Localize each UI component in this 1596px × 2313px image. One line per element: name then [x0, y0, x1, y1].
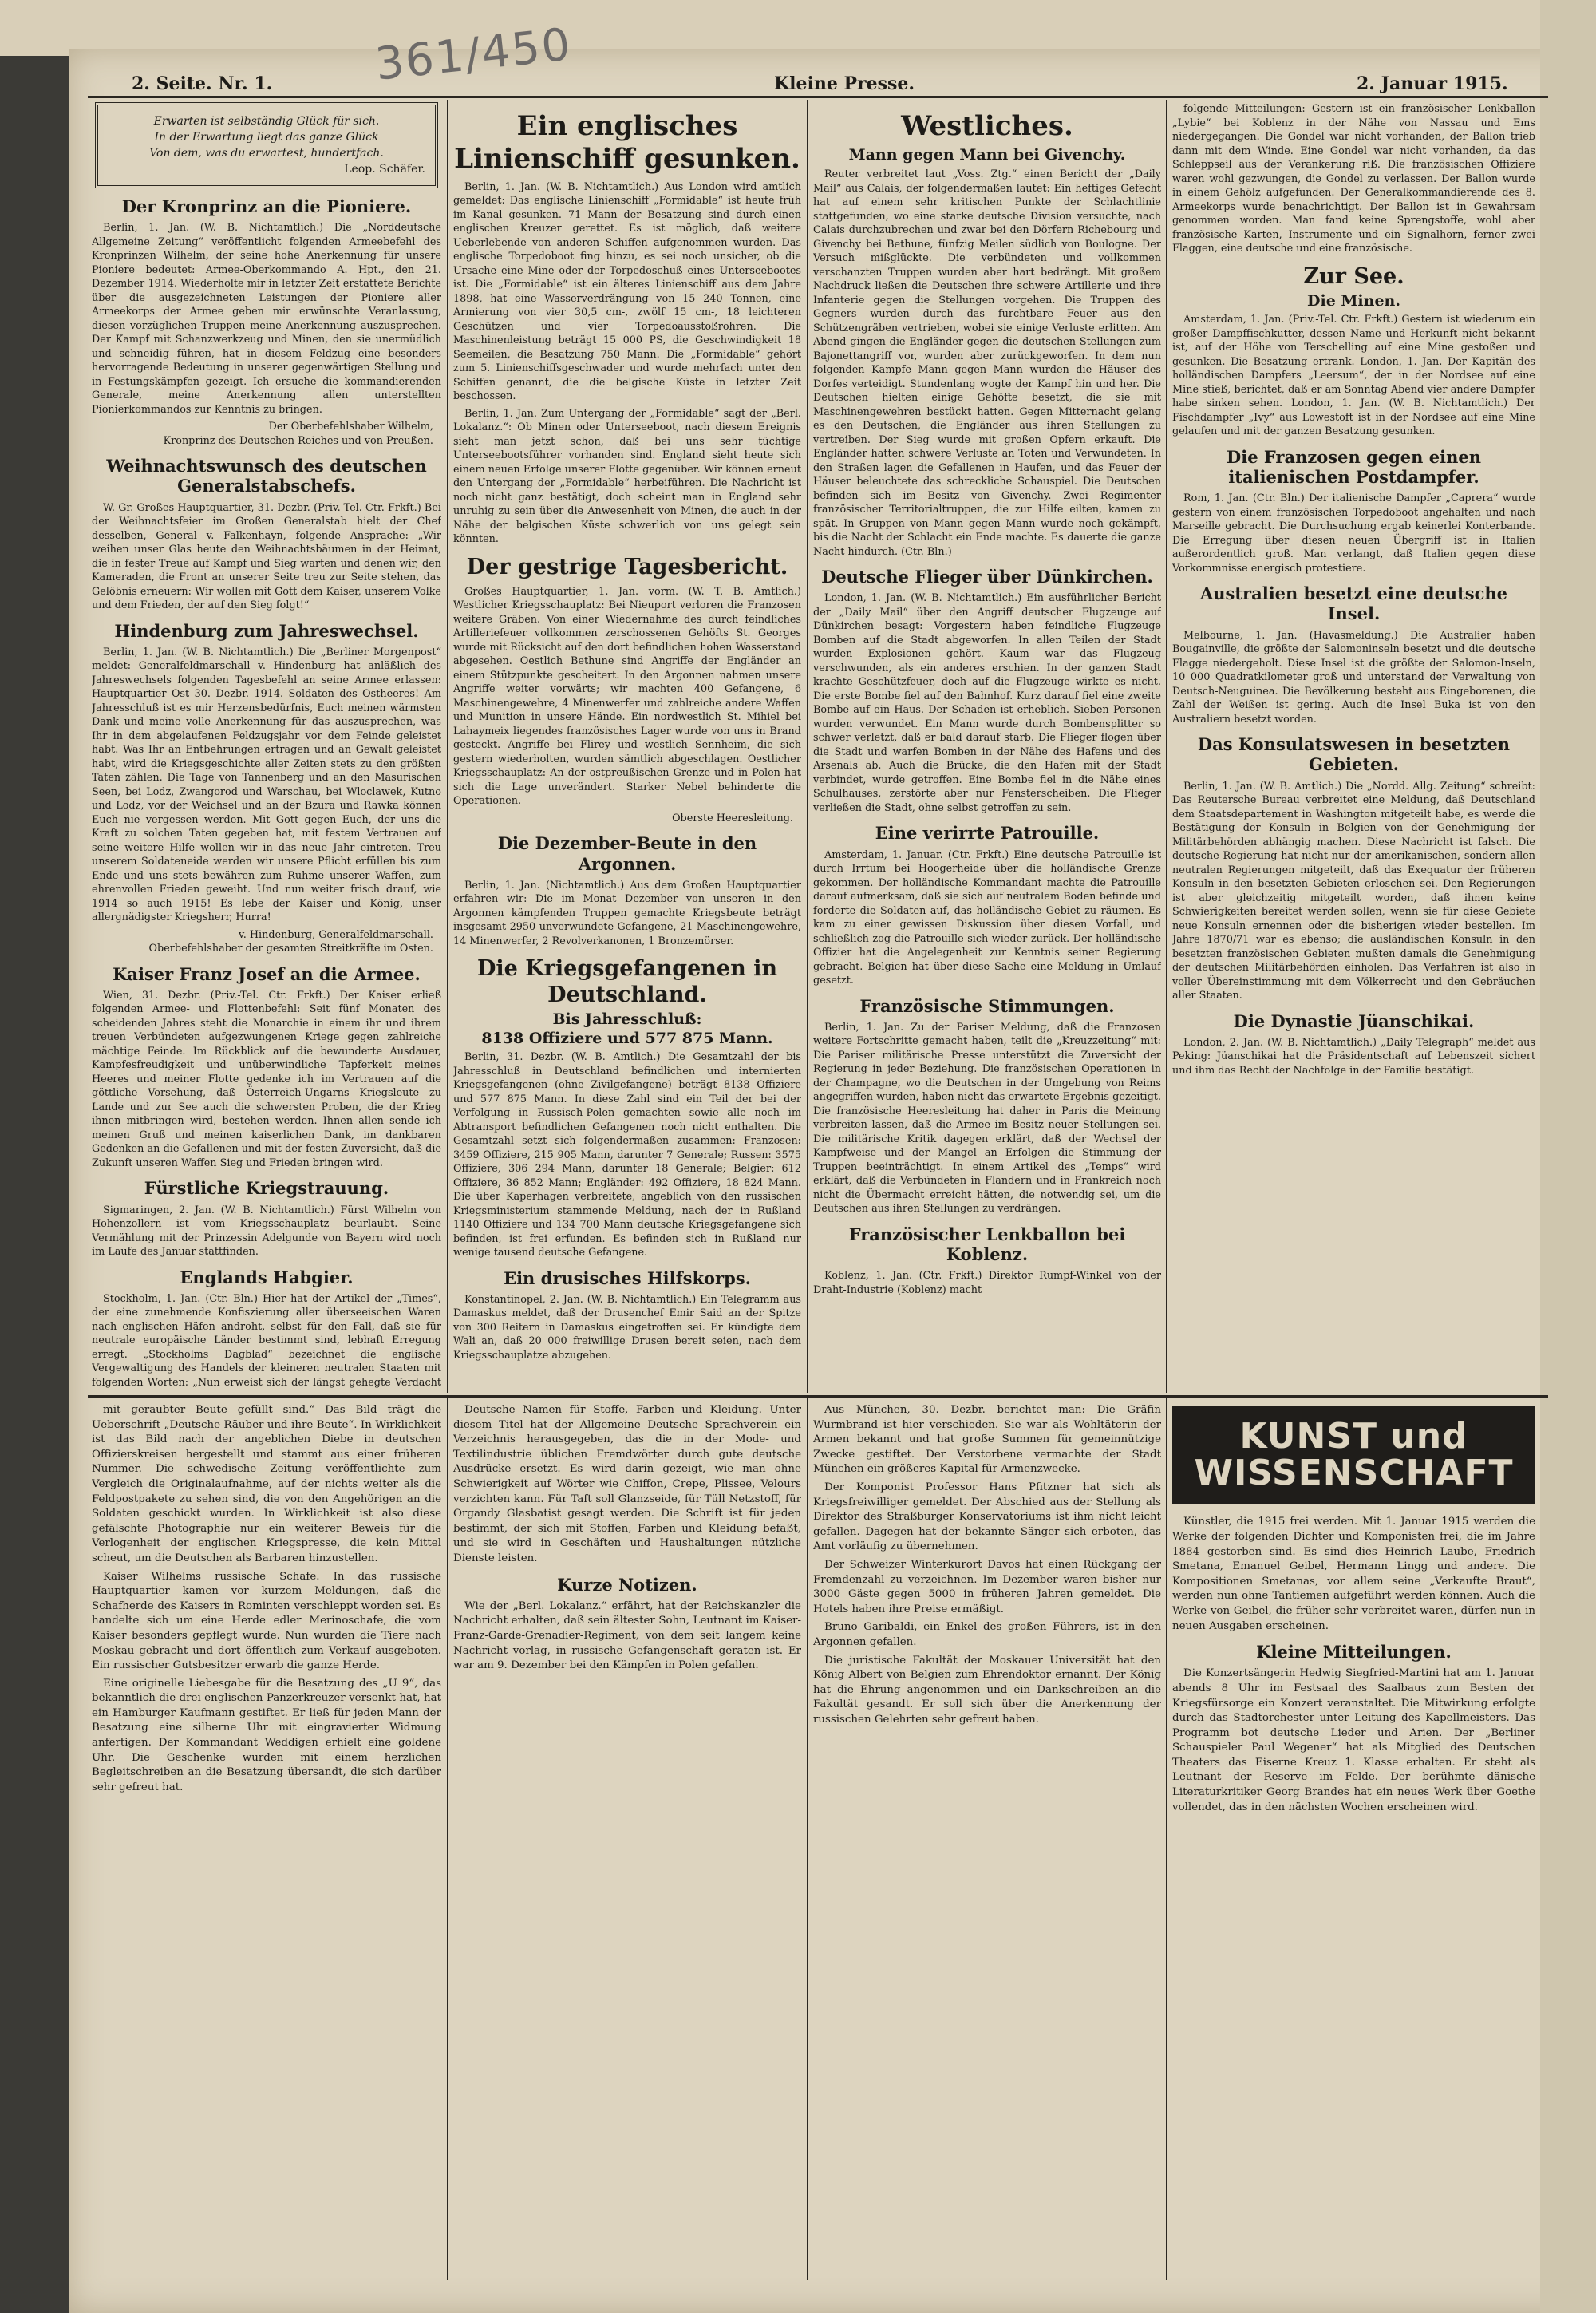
lower-column-1 — [92, 1403, 441, 2277]
lower-column-3 — [813, 1403, 1161, 2277]
article-body: Berlin, 1. Jan. (Nichtamtlich.) Aus dem Großen Hauptquartier erfahren wir: Die im Monat Dezember von unseren in den Argonnen kämpfenden Truppen gemachte Kriegsbeute beträgt insgesamt 2950 unverwundete Gefangene, 21 Maschinengewehre, 14 Minenwerfer, 2 Revolverkanonen, 1 Bronzemörser. — [453, 879, 801, 947]
article-body: Eine originelle Liebesgabe für die Besatzung des „U 9“, das bekanntlich die drei englischen Panzerkreuzer versenkt hat, hat ein Hamburger Kaufmann gestiftet. Er ließ für jeden Mann der Besatzung eine silberne Uhr mit eingravierter Widmung anfertigen. Der Kommandant Weddigen erhielt eine goldene Uhr. Die Geschenke wurden mit einem herzlichen Begleitschreiben an die Besatzung übersandt, die sich darüber sehr gefreut hat. — [92, 1677, 441, 1793]
article-body: folgende Mitteilungen: Gestern ist ein französischer Lenkballon „Lybie“ bei Koblenz in der Nähe von Nassau und Ems niedergegangen. Die Gondel war nicht vorhanden, der Ballon trieb dann mit dem Winde. Eine Gondel war nicht vorhanden, da das Schleppseil aus der Verankerung riß. Die französischen Offiziere waren wohl gezwungen, die Gondel zu verlassen. Der Ballon wurde in einem Gehölz aufgefunden. Der Generalkommandierende des 8. Armeekorps wurde benachrichtigt. Der Ballon ist in Gewahrsam genommen worden. Man fand keine Sprengstoffe, wohl aber französische Karten, Instrumente und ein Signalhorn, ferner zwei Flaggen, eine deutsche und eine französische. — [1172, 103, 1535, 255]
signature: Der Oberbefehlshaber Wilhelm, — [268, 421, 433, 433]
article-body: Aus München, 30. Dezbr. berichtet man: Die Gräfin Wurmbrand ist hier verschieden. Sie war als Wohltäterin der Armen bekannt und hat große Summen für gemeinnützige Zwecke gestiftet. Der Verstorbene vermachte der Stadt München ein größeres Kapital für Armenzwecke. — [813, 1404, 1161, 1476]
article-body: Berlin, 1. Jan. Zum Untergang der „Formidable“ sagt der „Berl. Lokalanz.“: Ob Minen oder Unterseeboot, nach diesem Ereignis sieht man jetzt schon, daß bei uns sehr tüchtige Unterseebootsführer vorhanden sind. England sieht heute sich einem neuen Erfolge unserer Flotte gegenüber. Wir können erneut den Untergang der „Formidable“ herbeiführen. Die Nachricht ist noch nicht ganz bestätigt, doch scheint man in England sehr unruhig zu sein über die Anwesenheit von Minen, die auch in der Nähe der belgischen Küste schwerlich von uns gelegt sein könnten. — [453, 407, 801, 546]
article-title: Fürstliche Kriegstrauung. — [144, 1178, 389, 1199]
article-title: Der gestrige Tagesbericht. — [466, 554, 788, 579]
article-body: Kaiser Wilhelms russische Schafe. In das russische Hauptquartier kamen vor kurzem Meldungen, daß die Schafherde des Kaisers in Rominten verschleppt worden sei. Es handelte sich um eine Herde edler Merinoschafe, die vom Kaiser besonders gepflegt wurde. Nun wurden die Tiere nach Moskau gebracht und dort öffentlich zum Verkauf ausgeboten. Ein russischer Gutsbesitzer erwarb die ganze Herde. — [92, 1570, 441, 1672]
article-body: Bruno Garibaldi, ein Enkel des großen Führers, ist in den Argonnen gefallen. — [813, 1621, 1161, 1648]
article-body: Konstantinopel, 2. Jan. (W. B. Nichtamtlich.) Ein Telegramm aus Damaskus meldet, daß der Drusenchef Emir Said an der Spitze von 300 Reitern in Damaskus eingetroffen sei. Er kündigte dem Wali an, daß 20 000 freiwillige Drusen bereit seien, nach dem Kriegsschauplatze abzugehen. — [453, 1293, 801, 1362]
lower-column-4 — [1172, 1403, 1535, 2277]
article-body: Deutsche Namen für Stoffe, Farben und Kleidung. Unter diesem Titel hat der Allgemeine Deutsche Sprachverein ein Verzeichnis herausgegeben, das die in der Mode- und Textilindustrie üblichen Fremdwörter durch gute deutsche Ausdrücke ersetzt. Es wird darin gezeigt, wie man ohne Schwierigkeit auf Wörter wie Chiffon, Crepe, Plissee, Velours verzichten kann. Für Taft soll Glanzseide, für Tüll Netzstoff, für Organdy Glasbatist gesagt werden. Die Schrift ist für jeden bestimmt, der sich mit Stoffen, Farben und Kleidung befaßt, und sie wird in Geschäften und Haushaltungen nützliche Dienste leisten. — [453, 1404, 801, 1564]
article-body: Berlin, 1. Jan. Zu der Pariser Meldung, daß die Franzosen weitere Fortschritte gemacht haben, teilt die „Kreuzzeitung“ mit: Die Pariser militärische Presse unterstützt die Zuversicht der Regierung in jeder Beziehung. Die französischen Operationen in der Champagne, wo die Deutschen in der Umgebung von Reims angegriffen wurden, haben nicht das erwartete Ergebnis gezeitigt. Die französische Heeresleitung hat daher in Paris die Meinung verbreiten lassen, daß die Armee im Besitz neuer Stellungen sei. Die militärische Kritik dagegen erklärt, daß der Wechsel der Kampfweise und der Mangel an Erfolgen die Stimmung der Truppen beeinträchtigt. In einem Artikel des „Temps“ wird erklärt, daß die Verbündeten in Flandern und in Frankreich noch nicht die Übermacht erreicht hätten, die notwendig sei, um die Deutschen aus ihren Stellungen zu verdrängen. — [813, 1021, 1161, 1216]
article-body: Der Schweizer Winterkurort Davos hat einen Rückgang der Fremdenzahl zu verzeichnen. Im Dezember waren bisher nur 3000 Gäste gegen 5000 in früheren Jahren gemeldet. Die Hotels haben ihre Preise ermäßigt. — [813, 1558, 1161, 1615]
article-subtitle: Mann gegen Mann bei Givenchy. — [848, 145, 1126, 164]
article-body: mit geraubter Beute gefüllt sind.“ Das Bild trägt die Ueberschrift „Deutsche Räuber und ihre Beute“. In Wirklichkeit ist das Bild nach der angeblichen Diebe in deutschen Offizierskreisen hergestellt und stammt aus einer früheren Nummer. Die schwedische Zeitung veröffentlichte zum Vergleich die Originalaufnahme, auf der nichts weiter als die Feldpostpakete zu sehen sind, die von den Angehörigen an die Soldaten geschickt wurden. In Wirklichkeit ist also diese gefälschte Photographie nur ein weiterer Beweis für die Verlogenheit der englischen Kriegspresse, die kein Mittel scheut, um die Deutschen als Barbaren hinzustellen. — [92, 1404, 441, 1564]
page-top-edge — [0, 0, 1596, 56]
article-body: Berlin, 1. Jan. (W. B. Nichtamtlich.) Die „Berliner Morgenpost“ meldet: Generalfeldmarschall v. Hindenburg hat anläßlich des Jahreswechsels folgenden Tagesbefehl an seine Armee erlassen: Hauptquartier Ost 30. Dezbr. 1914. Soldaten des Ostheeres! Am Jahresschluß ist es mir Herzensbedürfnis, Euch meinen wärmsten Dank und meine volle Anerkennung für das auszusprechen, was Ihr in dem abgelaufenen Feldzugsjahr vor dem Feinde geleistet habt. Was Ihr an Entbehrungen ertragen und an Gewalt geleistet habt, wird die Kriegsgeschichte aller Zeiten stets zu den größten Taten zählen. Die Tage von Tannenberg und an den Masurischen Seen, bei Lodz, Zwangorod und Warschau, bei Wloclawek, Kutno und Lodz, vor der Weichsel und an der Bzura und Rawka können Euch nie vergessen werden. Mit Gott gegen Euch, der uns die Kraft zu solchen Taten gegeben hat, mit festem Vertrauen auf seine weitere Hilfe wollen wir in das neue Jahr eintreten. Treu unserem Soldateneide werden wir unsere Pflicht erfüllen bis zum Ende und uns stets bewähren zum Ruhme unserer Waffen, zum ehrenvollen Frieden geweiht. Und nun weiter frisch drauf, wie 1914 so auch 1915! Es lebe der Kaiser und König, unser allergnädigster Kriegsherr, Hurra! — [92, 646, 441, 924]
column-1 — [92, 102, 441, 1391]
column-rule — [447, 1398, 448, 2280]
signature: Oberste Heeresleitung. — [672, 812, 793, 824]
article-body: Großes Hauptquartier, 1. Jan. vorm. (W. T. B. Amtlich.) Westlicher Kriegsschauplatz: Bei Nieuport verloren die Franzosen weitere Gräben. Von einer Wiedernahme des durch feindliches Artilleriefeuer vollkommen zerschossenen Gehöfts St. Georges wurde mit Rücksicht auf den dort befindlichen hohen Wasserstand abgesehen. Oestlich Bethune sind Angriffe der Engländer an einem Stützpunkte gescheitert. In den Argonnen nahmen unsere Angriffe weiter vorwärts; wir machten 400 Gefangene, 6 Maschinengewehre, 4 Minenwerfer und zahlreiche andere Waffen und Munition in unsere Hände. Ein nordwestlich St. Mihiel bei Lahaymeix liegendes französisches Lager wurde von uns in Brand gesteckt. Angriffe bei Flirey und westlich Sennheim, die sich gestern wiederholten, wurden sämtlich abgeschlagen. Oestlicher Kriegsschauplatz: An der ostpreußischen Grenze und in Polen hat sich die Lage unverändert. Starker Nebel behinderte die Operationen. — [453, 585, 801, 808]
article-title: Westliches. — [901, 110, 1073, 142]
article-body: W. Gr. Großes Hauptquartier, 31. Dezbr. (Priv.-Tel. Ctr. Frkft.) Bei der Weihnachtsfeier im Großen Generalstab hielt der Chef desselben, General v. Falkenhayn, folgende Ansprache: „Wir weihen unser Glas heute den Weihnachtsbäumen in der Heimat, die in fester Treue auf Kampf und Sieg warten und denen wir, den Kameraden, die Front an unserer Seite treu zur Seite stehen, das Gelöbnis erneuern: Wir wollen mit Gott dem Kaiser, unserem Volke und dem Frieden, der auf den Sieg folgt!“ — [92, 501, 441, 612]
article-title: Französische Stimmungen. — [859, 995, 1115, 1016]
article-title: Französischer Lenkballon bei Koblenz. — [848, 1224, 1126, 1264]
article-body: Koblenz, 1. Jan. (Ctr. Frkft.) Direktor Rumpf-Winkel von der Draht-Industrie (Koblenz) macht — [813, 1270, 1161, 1296]
signature: Oberbefehlshaber der gesamten Streitkräfte im Osten. — [148, 943, 433, 955]
article-body: Amsterdam, 1. Januar. (Ctr. Frkft.) Eine deutsche Patrouille ist durch Irrtum bei Hoogerheide über die holländische Grenze gekommen. Der holländische Kommandant machte die Patrouille darauf aufmerksam, daß sie sich auf neutralem Boden befinde und forderte die Soldaten auf, das holländische Gebiet zu räumen. Es kam zu einer gewissen Diskussion über diesen Vorfall, und schließlich zog die Patrouille sich wieder zurück. Der holländische Offizier hat die Angelegenheit zur Kenntnis seiner Regierung gebracht. Belgien hat über diese Sache eine Meldung in Umlauf gesetzt. — [813, 848, 1161, 987]
article-body: Wie der „Berl. Lokalanz.“ erfährt, hat der Reichskanzler die Nachricht erhalten, daß sein ältester Sohn, Leutnant im Kaiser-Franz-Garde-Grenadier-Regiment, von dem seit langem keine Nachricht vorlag, in russische Gefangenschaft geraten ist. Er war am 9. Dezember bei den Kämpfen in Polen gefallen. — [453, 1599, 801, 1672]
article-title: Deutsche Flieger über Dünkirchen. — [821, 567, 1153, 587]
article-title: Australien besetzt eine deutsche Insel. — [1199, 583, 1508, 624]
article-body: Reuter verbreitet laut „Voss. Ztg.“ einen Bericht der „Daily Mail“ aus Calais, der folgendermaßen lautet: Ein heftiges Gefecht hat auf einem sehr kritischen Punkte der Schlachtlinie stattgefunden, wo eine starke deutsche Division versuchte, nach Calais durchzubrechen und zwar bei den Dörfern Richebourg und Givenchy bei Bethune, fünfzig Meilen südlich von Boulogne. Der Versuch mißglückte. Die verbündeten und vollkommen verschanzten Truppen wurden aber hart bedrängt. Mit großem Nachdruck ließen die Deutschen ihre schwere Artillerie und ihre Infanterie gegen die Stellungen vorgehen. Die Truppen des Gegners wurden durch das furchtbare Feuer aus den Schützengräben vertrieben, wobei sie einige Verluste erlitten. Am Abend gingen die Engländer gegen die deutschen Stellungen zum Bajonettangriff vor, wurden aber zurückgeworfen. In dem nun folgenden Kampfe Mann gegen Mann wurden die Häuser des Dorfes verteidigt. Stundenlang wogte der Kampf hin und her. Die Deutschen hielten einige Gehöfte besetzt, die sie mit Maschinengewehren bestückt hatten. Gegen Mitternacht gelang es den Deutschen, die Engländer aus ihren Stellungen zu vertreiben. Der Sieg wurde mit großen Opfern erkauft. Die Engländer hatten schwere Verluste an Toten und Verwundeten. In den Straßen lagen die Gefallenen in Haufen, und das Feuer der Häuser beleuchtete das schreckliche Schauspiel. Die Deutschen befinden sich im Besitz von Givenchy. Zwei Regimenter französischer Territorialtruppen, die zur Hilfe eilten, kamen zu spät. In Gruppen von Mann gegen Mann wurde noch gekämpft, bis die Nacht der Schlacht ein Ende machte. Es dauerte die ganze Nacht hindurch. (Ctr. Bln.) — [813, 168, 1161, 558]
article-body: Sigmaringen, 2. Jan. (W. B. Nichtamtlich.) Fürst Wilhelm von Hohenzollern ist vom Kriegsschauplatz beurlaubt. Seine Vermählung mit der Prinzessin Adelgunde von Bayern wird noch im Laufe des Januar stattfinden. — [92, 1204, 441, 1259]
article-subtitle: Die Minen. — [1307, 291, 1400, 310]
article-title: Eine verirrte Patrouille. — [875, 823, 1100, 844]
article-title: Ein drusisches Hilfskorps. — [504, 1267, 751, 1288]
signature: v. Hindenburg, Generalfeldmarschall. — [238, 928, 433, 941]
article-title: Die Franzosen gegen einen italienischen Postdampfer. — [1227, 446, 1481, 488]
article-body: Künstler, die 1915 frei werden. Mit 1. Januar 1915 werden die Werke der folgenden Dichter und Komponisten frei, die im Jahre 1884 gestorben sind. Es sind dies Heinrich Laube, Friedrich Smetana, Emanuel Geibel, Hermann Lingg und andere. Die Kompositionen Smetanas, vor allem seine „Verkaufte Braut“, werden nun ohne Tantiemen aufgeführt werden können. Auch die Werke von Geibel, die früher sehr verbreitet waren, dürfen nun in neuen Ausgaben erscheinen. — [1172, 1516, 1535, 1632]
article-title: Weihnachtswunsch des deutschen Generalstabschefs. — [106, 456, 427, 496]
column-4 — [1172, 102, 1535, 1391]
article-body: Berlin, 1. Jan. (W. B. Amtlich.) Die „Nordd. Allg. Zeitung“ schreibt: Das Reutersche Bureau verbreitet eine Meldung, daß Deutschland dem Staatsdepartement in Washington mitgeteilt habe, es werde die Bestätigung der Konsuln in Belgien von der Genehmigung der Militärbehörden abhängig machen. Diese Nachricht ist falsch. Die deutsche Regierung hat nicht nur der amerikanischen, sondern allen neutralen Regierungen mitgeteilt, daß das Exequatur der früheren Konsuln in den besetzten Gebieten erloschen sei. Den Regierungen ist aber gleichzeitig mitgeteilt worden, daß ihnen keine Schwierigkeiten bereitet werden sollen, wenn sie für diese Gebiete neue Konsuln ernennen oder die bisherigen wieder bestellen. Im Jahre 1870/71 war es ebenso; die ausländischen Konsuln in den besetzten französischen Gebieten mußten damals die Genehmigung der deutschen Militärbehörden einholen. Das Verfahren ist also in voller Übereinstimmung mit dem Völkerrecht und den Gebräuchen aller Staaten. — [1172, 780, 1535, 1002]
kunst-wissenschaft-banner: KUNST und WISSENSCHAFT — [1172, 1406, 1535, 1504]
signature: Kronprinz des Deutschen Reiches und von Preußen. — [163, 434, 433, 447]
article-title: Kaiser Franz Josef an die Armee. — [113, 963, 421, 984]
header-rule — [88, 96, 1548, 98]
article-title: Die Kriegsgefangenen in Deutschland. — [476, 956, 778, 1007]
article-title: Der Kronprinz an die Pioniere. — [121, 196, 412, 216]
column-2 — [453, 102, 801, 1391]
article-body: Melbourne, 1. Jan. (Havasmeldung.) Die Australier haben Bougainville, die größte der Salomoninseln besetzt und die deutsche Flagge niedergeholt. Diese Insel ist die größte der Salomon-Inseln, 10 000 Quadratkilometer groß und unterstand der Verwaltung von Deutsch-Neuguinea. Die Bevölkerung besteht aus Eingeborenen, die Zahl der Weißen ist gering. Auch die Insel Buka ist von den Australiern besetzt worden. — [1172, 629, 1535, 726]
article-title: Ein englisches Linienschiff gesunken. — [454, 110, 800, 175]
article-subtitle: Bis Jahresschluß: — [552, 1010, 702, 1029]
page-number: 2. Seite. Nr. 1. — [132, 73, 273, 94]
column-3 — [813, 102, 1161, 1391]
article-body: Berlin, 1. Jan. (W. B. Nichtamtlich.) Die „Norddeutsche Allgemeine Zeitung“ veröffentlicht folgenden Armeebefehl des Kronprinzen Wilhelm, der seine hohe Anerkennung für unsere Pioniere bedeutet: Armee-Oberkommando A. Hpt., den 21. Dezember 1914. Wiederholte mir in letzter Zeit erstattete Berichte über die ausgezeichneten Leistungen der Pioniere aller Armeekorps der Armee geben mir erwünschte Veranlassung, diesen vorzüglichen Truppen meine Anerkennung auszusprechen. Der Kampf mit Schanzwerkzeug und Minen, den sie unermüdlich und schneidig führen, hat in diesem Feldzug eine besonders hervorragende Bedeutung in unserer gegenwärtigen Stellung und in Festungskämpfen gezeigt. Ich ersuche die kommandierenden Generale, meine Anerkennung allen unterstellten Pionierkommandos zur Kenntnis zu bringen. — [92, 222, 441, 416]
page-right-edge — [1540, 0, 1596, 2313]
column-rule — [1166, 100, 1167, 1393]
article-body: Berlin, 31. Dezbr. (W. B. Amtlich.) Die Gesamtzahl der bis Jahresschluß in Deutschland befindlichen und internierten Kriegsgefangenen (ohne Zivilgefangene) beträgt 8138 Offiziere und 577 875 Mann. In diese Zahl sind ein Teil der bei der Verfolgung in Russisch-Polen gemachten sowie alle noch im Abtransport befindlichen Gefangenen noch nicht enthalten. Die Gesamtzahl setzt sich folgendermaßen zusammen: Franzosen: 3459 Offiziere, 215 905 Mann, darunter 7 Generale; Russen: 3575 Offiziere, 306 294 Mann, darunter 18 Generale; Belgier: 612 Offiziere, 36 852 Mann; Engländer: 492 Offiziere, 18 824 Mann. Die über Kaperhagen verbreitete, angeblich von den russischen Kriegsministerium stammende Meldung, nach der in Rußland 1140 Offiziere und 134 700 Mann deutsche Kriegsgefangene sich befinden, ist frei erfunden. Es befinden sich in Rußland nur wenige tausend deutsche Gefangene. — [453, 1051, 801, 1259]
article-title: Die Dezember-Beute in den Argonnen. — [497, 833, 757, 874]
article-subtitle: 8138 Offiziere und 577 875 Mann. — [481, 1029, 773, 1047]
column-rule — [1166, 1398, 1167, 2280]
article-title: Hindenburg zum Jahreswechsel. — [114, 620, 419, 641]
article-title: Zur See. — [1303, 263, 1404, 289]
article-body: Berlin, 1. Jan. (W. B. Nichtamtlich.) Aus London wird amtlich gemeldet: Das englische Linienschiff „Formidable“ ist heute früh im Kanal gesunken. 71 Mann der Besatzung sind durch einen englischen Kreuzer gerettet. Es ist möglich, daß weitere Ueberlebende von anderen Schiffen aufgenommen wurden. Das englische Torpedoboot fing hinzu, es sei noch unsicher, ob die Ursache eine Mine oder der Torpedoschuß eines Unterseebootes ist. Die „Formidable“ ist ein älteres Linienschiff aus dem Jahre 1898, hat eine Wasserverdrängung von 15 240 Tonnen, eine Armierung von vier 30,5 cm-, zwölf 15 cm-, 18 leichteren Geschützen und vier Torpedoausstoßrohren. Die Maschinenleistung beträgt 15 000 PS, die Geschwindigkeit 18 Seemeilen, die Besatzung 750 Mann. Die „Formidable“ gehört zum 5. Linienschiffsgeschwader und wurde mehrfach unter den Schiffen genannt, die die belgische Küste in letzter Zeit beschossen. — [453, 180, 801, 403]
motto-line: Von dem, was du erwartest, hundertfach. — [149, 147, 384, 160]
column-rule — [807, 100, 808, 1393]
motto-line: Erwarten ist selbständig Glück für sich. — [153, 115, 380, 128]
article-title: Die Dynastie Jüanschikai. — [1233, 1010, 1475, 1031]
column-rule — [807, 1398, 808, 2280]
article-title: Das Konsulatswesen in besetzten Gebieten. — [1197, 734, 1511, 775]
article-title: Kleine Mitteilungen. — [1256, 1642, 1452, 1663]
masthead: Kleine Presse. — [774, 73, 915, 94]
article-body: London, 2. Jan. (W. B. Nichtamtlich.) „Daily Telegraph“ meldet aus Peking: Jüanschikai hat die Präsidentschaft auf Lebenszeit sichert und ihm das Recht der Nachfolge in der Familie bestätigt. — [1172, 1036, 1535, 1077]
section-rule — [88, 1395, 1548, 1398]
article-body: Stockholm, 1. Jan. (Ctr. Bln.) Hier hat der Artikel der „Times“, der eine zunehmende Konfiszierung aller überseeischen Waren nach englischen Häfen androht, selbst für den Fall, daß sie für neutrale europäische Länder bestimmt sind, lebhaft Erregung erregt. „Stockholms Dagblad“ bezeichnet die englische Vergewaltigung des Handels der kleineren neutralen Staaten mit folgenden Worten: „Nun erweist sich der längst gehegte Verdacht — [92, 1292, 441, 1389]
article-body: Wien, 31. Dezbr. (Priv.-Tel. Ctr. Frkft.) Der Kaiser erließ folgenden Armee- und Flottenbefehl: Seit fünf Monaten des scheidenden Jahres steht die Monarchie in einem ihr und ihrem treuen Verbündeten aufgezwungenen Kriege gegen zahlreiche mächtige Feinde. Im Rückblick auf die bewunderte Ausdauer, Kampfesfreudigkeit und unüberwindliche Tapferkeit meines Heeres und meiner Flotte gedenke ich im Vertrauen auf die göttliche Vorsehung, daß Österreich-Ungarns Kriegsleute zu Lande und zur See auch die schwersten Proben, die der Krieg ihnen mitbringen wird, bestehen werden. Ihnen allen sende ich meinen Gruß und meinen kaiserlichen Dank, im dankbaren Gedenken an die Gefallenen und mit der festen Zuversicht, daß die Zukunft unseren Waffen Sieg und Frieden bringen wird. — [92, 989, 441, 1169]
article-title: Englands Habgier. — [180, 1267, 354, 1287]
article-body: Die juristische Fakultät der Moskauer Universität hat den König Albert von Belgien zum Ehrendoktor ernannt. Der König hat die Ehrung angenommen und ein Dankschreiben an die Fakultät gesandt. Er soll sich über die Anerkennung der russischen Gelehrten sehr gefreut haben. — [813, 1654, 1161, 1726]
article-body: Der Komponist Professor Hans Pfitzner hat sich als Kriegsfreiwilliger gemeldet. Der Abschied aus der Stellung als Direktor des Straßburger Konservatoriums ist ihm nicht leicht gefallen. Dagegen hat der bekannte Sänger sich erboten, das Amt vorläufig zu übernehmen. — [813, 1481, 1161, 1553]
article-body: London, 1. Jan. (W. B. Nichtamtlich.) Ein ausführlicher Bericht der „Daily Mail“ über den Angriff deutscher Flugzeuge auf Dünkirchen besagt: Vorgestern haben feindliche Flugzeuge Bomben auf die Stadt abgeworfen. In allen Teilen der Stadt wurden Explosionen gehört. Kaum war das Flugzeug verschwunden, als ein anderes erschien. In der ganzen Stadt krachte Geschützfeuer, doch auf die Flugzeuge wirkte es nicht. Die erste Bombe fiel auf den Bahnhof. Kurz darauf fiel eine zweite Bombe auf ein Haus. Der Schaden ist erheblich. Sieben Personen wurden verwundet. Ein Mann wurde durch Bombensplitter so schwer verletzt, daß er bald darauf starb. Die Flieger flogen über die Stadt und warfen Bomben in der Nähe des Hafens und des Arsenals ab. Auch die Brücke, die den Hafen mit der Stadt verbindet, wurde getroffen. Eine Bombe fiel in die Nähe eines Schulhauses, zerstörte aber nur Fensterscheiben. Die Flieger verließen die Stadt, ohne selbst getroffen zu sein. — [813, 592, 1161, 814]
motto-box — [95, 102, 438, 188]
article-body: Die Konzertsängerin Hedwig Siegfried-Martini hat am 1. Januar abends 8 Uhr im Festsaal des Saalbaus zum Besten der Kriegsfürsorge ein Konzert veranstaltet. Die Mitwirkung erfolgte durch das Stadtorchester unter Leitung des Kapellmeisters. Das Programm bot deutsche Lieder und Arien. Der „Berliner Schauspieler Paul Wegener“ hat als Mitglied des Deutschen Theaters das Eiserne Kreuz 1. Klasse erhalten. Er steht als Leutnant der Reserve im Felde. Der berühmte dänische Literaturkritiker Georg Brandes hat ein neues Werk über Goethe vollendet, das in den nächsten Wochen erscheinen wird. — [1172, 1667, 1535, 1813]
motto-author: Leop. Schäfer. — [344, 163, 425, 176]
column-rule — [447, 100, 448, 1393]
article-title: Kurze Notizen. — [557, 1574, 697, 1595]
article-body: Rom, 1. Jan. (Ctr. Bln.) Der italienische Dampfer „Caprera“ wurde gestern von einem französischen Torpedoboot angehalten und nach Marseille gebracht. Die Durchsuchung ergab keinerlei Konterbande. Die Erregung über diesen neuen Übergriff ist in Italien außerordentlich groß. Man verlangt, daß Italien gegen diese Vorkommnisse energisch protestiere. — [1172, 492, 1535, 575]
motto-line: In der Erwartung liegt das ganze Glück — [154, 131, 379, 144]
article-body: Amsterdam, 1. Jan. (Priv.-Tel. Ctr. Frkft.) Gestern ist wiederum ein großer Dampffischkutter, dessen Name und Herkunft nicht bekannt ist, auf der Höhe von Terschelling auf eine Mine gestoßen und gesunken. Die Besatzung ertrank. London, 1. Jan. Der Kapitän des holländischen Dampfers „Leersum“, der in der Nordsee auf eine Mine stieß, berichtet, daß er am Sonntag Abend vier andere Dampfer habe sinken sehen. London, 1. Jan. (W. B. Nichtamtlich.) Der Fischdampfer „Ivy“ aus Lowestoft ist in der Nordsee auf eine Mine gelaufen und mit der ganzen Besatzung gesunken. — [1172, 314, 1535, 438]
archive-mark: 361/450 — [373, 18, 575, 91]
lower-column-2 — [453, 1403, 801, 2277]
page-date: 2. Januar 1915. — [1357, 73, 1508, 94]
